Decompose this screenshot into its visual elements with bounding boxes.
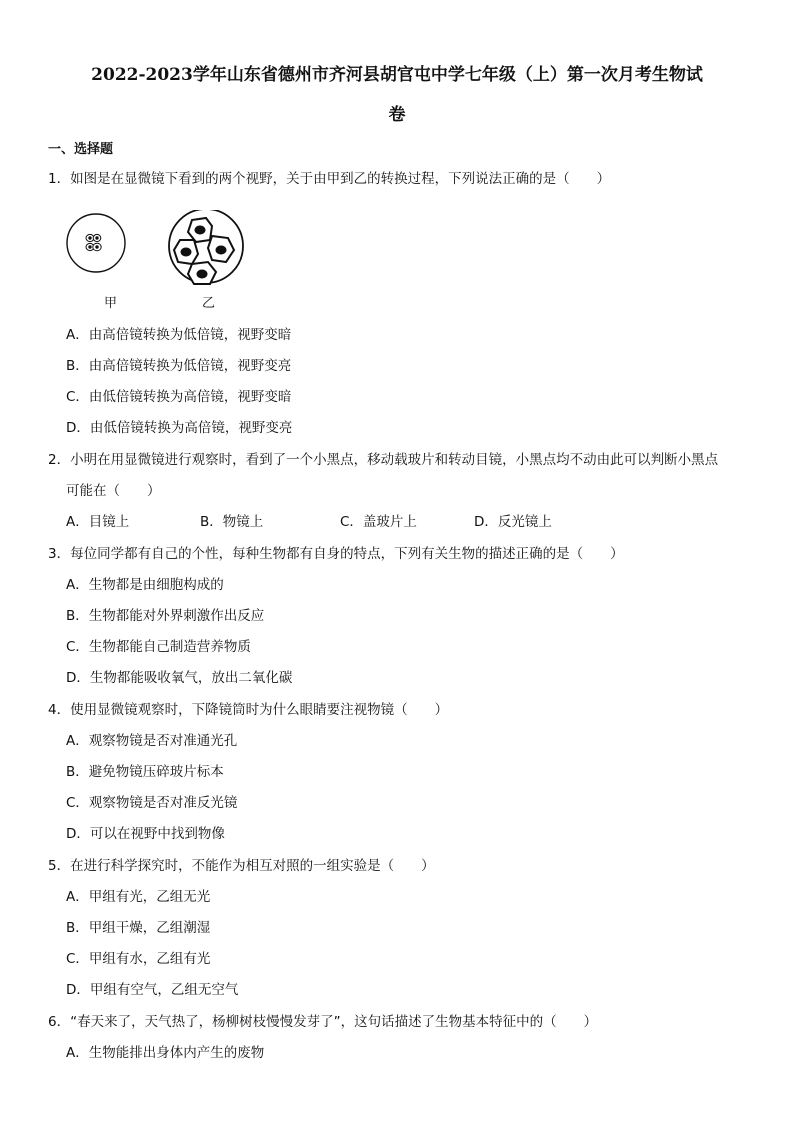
question-5-option-b: B．甲组干燥，乙组潮湿 [66,920,211,936]
question-1-option-b: B．由高倍镜转换为低倍镜，视野变亮 [66,358,292,374]
question-1-option-a: A．由高倍镜转换为低倍镜，视野变暗 [66,327,292,343]
figure-label-jia: 甲 [104,296,118,311]
section-heading-choice: 一、选择题 [48,142,114,157]
figure-label-yi: 乙 [202,296,216,311]
question-5-stem: 5．在进行科学探究时，不能作为相互对照的一组实验是（ ） [48,858,435,874]
question-4-stem: 4．使用显微镜观察时，下降镜筒时为什么眼睛要注视物镜（ ） [48,702,449,718]
question-4-option-c: C．观察物镜是否对准反光镜 [66,795,238,811]
question-1-stem: 1．如图是在显微镜下看到的两个视野，关于由甲到乙的转换过程，下列说法正确的是（ ） [48,171,611,187]
question-2-stem-continued: 可能在（ ） [66,483,161,499]
question-1-option-d: D．由低倍镜转换为高倍镜，视野变亮 [66,420,293,436]
question-2-option-d: D．反光镜上 [474,514,552,530]
question-4-option-b: B．避免物镜压碎玻片标本 [66,764,224,780]
document-title-line-2: 卷 [388,105,406,125]
question-4-option-d: D．可以在视野中找到物像 [66,826,225,842]
question-3-stem: 3．每位同学都有自己的个性，每种生物都有自身的特点，下列有关生物的描述正确的是（ ） [48,546,624,562]
question-2-stem: 2．小明在用显微镜进行观察时，看到了一个小黑点，移动载玻片和转动目镜，小黑点均不动由此可以判断小黑点 [48,452,719,468]
document-title-line-1: 2022-2023学年山东省德州市齐河县胡官屯中学七年级（上）第一次月考生物试 [91,65,703,85]
question-1-option-c: C．由低倍镜转换为高倍镜，视野变暗 [66,389,292,405]
question-3-option-c: C．生物都能自己制造营养物质 [66,639,251,655]
question-3-option-b: B．生物都能对外界刺激作出反应 [66,608,265,624]
question-3-option-d: D．生物都能吸收氧气，放出二氧化碳 [66,670,293,686]
question-4-option-a: A．观察物镜是否对准通光孔 [66,733,238,749]
question-6-option-a: A．生物能排出身体内产生的废物 [66,1045,265,1061]
question-2-option-b: B．物镜上 [200,514,264,530]
question-2-option-a: A．目镜上 [66,514,130,530]
microscope-fields-drawing [66,210,256,314]
question-3-option-a: A．生物都是由细胞构成的 [66,577,224,593]
question-5-option-c: C．甲组有水，乙组有光 [66,951,211,967]
question-5-option-d: D．甲组有空气，乙组无空气 [66,982,239,998]
question-5-option-a: A．甲组有光，乙组无光 [66,889,211,905]
microscope-fields-figure [66,210,256,314]
question-6-stem: 6．“春天来了，天气热了，杨柳树枝慢慢发芽了”，这句话描述了生物基本特征中的（ ） [48,1014,598,1030]
question-2-option-c: C．盖玻片上 [340,514,417,530]
